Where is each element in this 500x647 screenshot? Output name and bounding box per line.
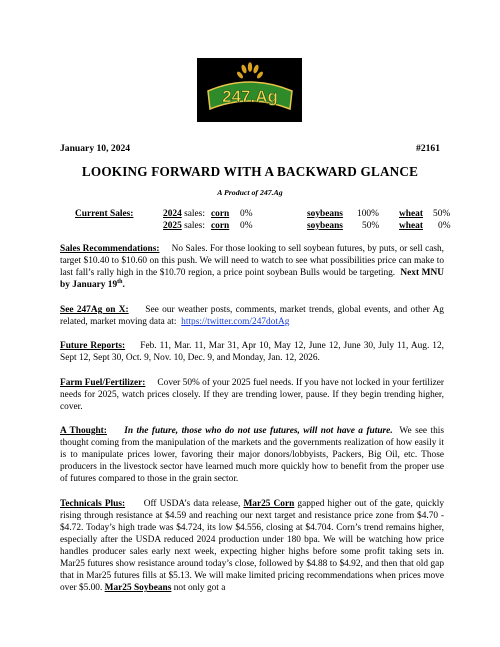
see-on-x-section xyxy=(60,304,444,328)
section-tail: not only got a xyxy=(173,583,226,594)
section-body: Cover 50% of your 2025 fuel needs. If you have not locked in your fertilizer needs for 2025, watch prices closely. If they are trending lower, pause. If they begin trending higher, cover. xyxy=(60,378,444,413)
wheat-pct: 50% xyxy=(433,209,451,219)
section-heading: Future Reports: xyxy=(60,341,126,351)
corn-label: corn xyxy=(211,209,230,219)
sales-year: 2025 xyxy=(163,221,182,231)
header-row xyxy=(60,143,440,154)
section-body: gapped higher out of the gate, quickly rising through resistance at $4.59 and reaching our next target and resistance price zone from $4.70 - $4.72. Today’s high trade was $4.724, its low $4.556, closing at $4.704. Corn’s trend remains higher, especially after the USDA reduced 2024 production under 180 bpa. We will be watching how price handles producer sales early next week, expecting higher highs before some profit taking sets in. Mar25 futures show resistance around today’s close, followed by $4.88 to $4.92, and then that old gap that in Mar25 futures fills at $5.13. We will make limited pricing recommendations when prices move over $5.00. xyxy=(60,499,444,594)
thought-quote: In the future, those who do not use futures, will not have a future. xyxy=(124,426,393,436)
wheat-label: wheat xyxy=(399,221,423,231)
section-heading: Farm Fuel/Fertilizer: xyxy=(60,378,146,388)
technicals-plus-section xyxy=(60,498,444,594)
section-heading: Technicals Plus: xyxy=(60,499,126,509)
corn-contract-label: Mar25 Corn xyxy=(243,499,295,509)
period: . xyxy=(122,280,125,291)
sales-word: sales: xyxy=(181,209,205,219)
next-mnu-note: Next MNU by January 19 xyxy=(60,268,444,291)
wheat-pct: 0% xyxy=(438,221,451,231)
superscript: th xyxy=(117,279,123,286)
section-heading: A Thought: xyxy=(60,426,107,436)
corn-pct: 0% xyxy=(240,221,253,231)
soybeans-pct: 50% xyxy=(362,221,380,231)
page-title: LOOKING FORWARD WITH A BACKWARD GLANCE xyxy=(81,164,419,179)
corn-label: corn xyxy=(211,221,230,231)
corn-pct: 0% xyxy=(240,209,253,219)
sales-word: sales: xyxy=(181,221,205,231)
issue-date: January 10, 2024 xyxy=(60,143,131,154)
soybeans-label: soybeans xyxy=(307,221,343,231)
sales-recommendations-section xyxy=(60,243,444,291)
future-reports-section xyxy=(60,340,444,364)
section-intro: Off USDA’s data release, xyxy=(143,499,241,509)
soybeans-pct: 100% xyxy=(357,209,379,219)
a-thought-section xyxy=(60,425,444,485)
section-body: No Sales. For those looking to sell soybean futures, by puts, or sell cash, target $10.40 to $10.60 on this push. We will need to watch to see what possibilities price can make to last fall’s rally high in the $10.70 region, a price point soybean Bulls would be targeting. xyxy=(60,244,445,279)
soybeans-contract-label: Mar25 Soybeans xyxy=(104,583,172,594)
sales-year: 2024 xyxy=(163,209,182,219)
section-body: Feb. 11, Mar. 11, Mar 31, Apr 10, May 12, June 12, June 30, July 11, Aug. 12, Sept 12, Sept 30, Oct. 9, Nov. 10, Dec. 9, and Monday, Jan. 12, 2026. xyxy=(60,341,444,364)
section-body: We see this thought coming from the manipulation of the markets and the governments realization of how easily it is to manipulate prices lower, favoring their major donors/lobbyists, Packers, Big Oil, etc. Those producers in the livestock sector have learned much more quickly how to benefit from the proper use of futures compared to those in the grain sector. xyxy=(60,426,444,485)
wheat-logo-icon xyxy=(200,61,300,119)
current-sales-label: Current Sales: xyxy=(75,209,134,219)
section-heading: See 247Ag on X: xyxy=(60,305,129,315)
section-heading: Sales Recommendations: xyxy=(60,244,160,254)
issue-number: #2161 xyxy=(416,143,440,154)
soybeans-label: soybeans xyxy=(307,209,343,219)
brand-logo xyxy=(197,58,302,122)
logo-text: 247.Ag xyxy=(221,87,278,106)
twitter-link[interactable]: https://twitter.com/247dotAg xyxy=(181,317,290,328)
wheat-label: wheat xyxy=(399,209,423,219)
farm-fuel-section xyxy=(60,377,444,413)
section-body: See our weather posts, comments, market trends, global events, and other Ag related, market moving data at: xyxy=(60,305,444,328)
page-subtitle: A Product of 247.Ag xyxy=(217,188,283,197)
